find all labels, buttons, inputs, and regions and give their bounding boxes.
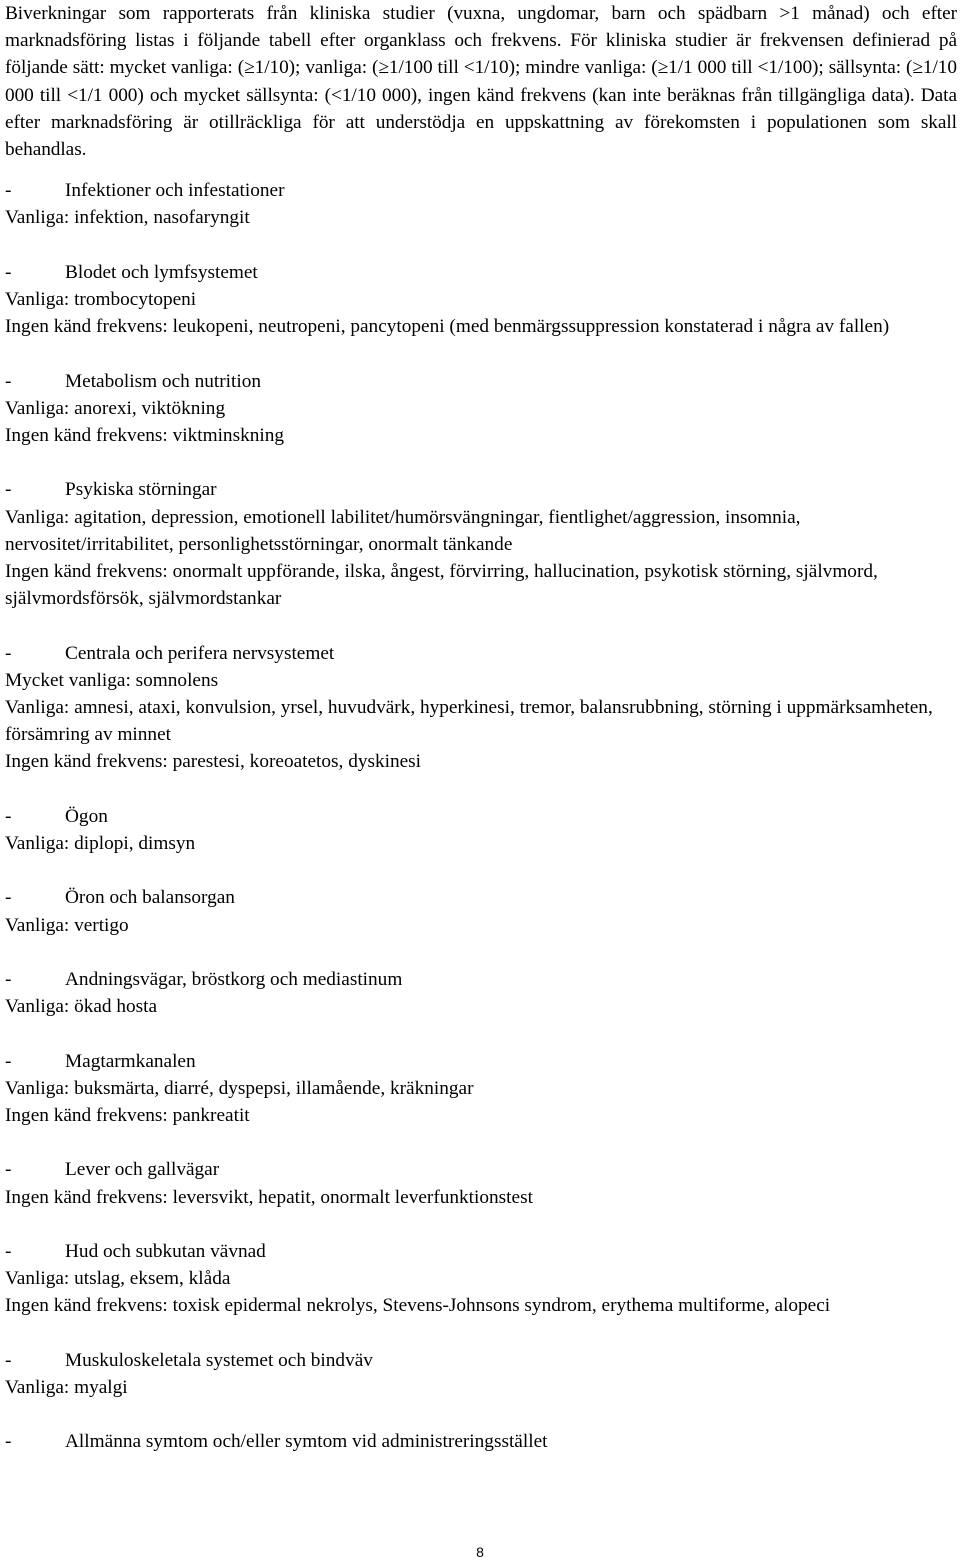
organ-class-heading bbox=[5, 1048, 957, 1075]
organ-class-section bbox=[5, 966, 957, 1020]
organ-class-heading bbox=[5, 803, 957, 830]
organ-class-title: Allmänna symtom och/eller symtom vid administreringsstället bbox=[65, 1431, 548, 1453]
organ-class-heading bbox=[5, 368, 957, 395]
organ-class-title: Centrala och perifera nervsystemet bbox=[65, 642, 335, 664]
frequency-line: Ingen känd frekvens: leversvikt, hepatit, onormalt leverfunktionstest bbox=[5, 1186, 533, 1208]
organ-class-section bbox=[5, 1238, 957, 1320]
frequency-line: Ingen känd frekvens: onormalt uppförande, ilska, ångest, förvirring, hallucination, psykotisk störning, självmord, självmordsförsök, självmordstankar bbox=[5, 561, 878, 610]
frequency-line: Mycket vanliga: somnolens bbox=[5, 669, 219, 691]
organ-class-heading bbox=[5, 177, 957, 204]
organ-class-section bbox=[5, 803, 957, 857]
list-dash: - bbox=[5, 180, 12, 202]
frequency-line: Vanliga: agitation, depression, emotionell labilitet/humörsvängningar, fientlighet/aggression, insomnia, nervositet/irritabilitet, personlighetsstörningar, onormalt tänkande bbox=[5, 506, 801, 555]
frequency-line: Vanliga: ökad hosta bbox=[5, 996, 158, 1018]
organ-class-title: Blodet och lymfsystemet bbox=[65, 261, 258, 283]
organ-class-section bbox=[5, 476, 957, 612]
organ-class-section bbox=[5, 1347, 957, 1401]
list-dash: - bbox=[5, 1159, 12, 1181]
list-dash: - bbox=[5, 261, 12, 283]
organ-class-heading bbox=[5, 884, 957, 911]
organ-class-section bbox=[5, 640, 957, 776]
frequency-line: Vanliga: utslag, eksem, klåda bbox=[5, 1268, 231, 1290]
organ-class-section bbox=[5, 1428, 957, 1455]
frequency-line: Vanliga: myalgi bbox=[5, 1376, 128, 1398]
frequency-line: Vanliga: trombocytopeni bbox=[5, 289, 197, 311]
list-dash: - bbox=[5, 479, 12, 501]
frequency-line: Vanliga: vertigo bbox=[5, 914, 129, 936]
organ-class-title: Metabolism och nutrition bbox=[65, 370, 262, 392]
list-dash: - bbox=[5, 370, 12, 392]
document-body bbox=[5, 0, 957, 1483]
list-dash: - bbox=[5, 805, 12, 827]
frequency-line: Vanliga: diplopi, dimsyn bbox=[5, 833, 196, 855]
list-dash: - bbox=[5, 887, 12, 909]
organ-class-title: Ögon bbox=[65, 805, 108, 827]
organ-class-heading bbox=[5, 966, 957, 993]
organ-class-title: Andningsvägar, bröstkorg och mediastinum bbox=[65, 969, 403, 990]
organ-class-title: Infektioner och infestationer bbox=[65, 180, 285, 202]
organ-class-title: Magtarmkanalen bbox=[65, 1050, 196, 1072]
organ-class-section bbox=[5, 884, 957, 938]
organ-class-heading bbox=[5, 640, 957, 667]
organ-class-title: Öron och balansorgan bbox=[65, 887, 235, 909]
frequency-line: Vanliga: infektion, nasofaryngit bbox=[5, 207, 250, 229]
frequency-line: Ingen känd frekvens: leukopeni, neutropeni, pancytopeni (med benmärgssuppression konstaterad i några av fallen) bbox=[5, 316, 890, 338]
page-number: 8 bbox=[476, 1544, 484, 1560]
list-dash: - bbox=[5, 1050, 12, 1072]
frequency-line: Vanliga: buksmärta, diarré, dyspepsi, illamående, kräkningar bbox=[5, 1077, 474, 1099]
organ-class-heading bbox=[5, 476, 957, 503]
frequency-line: Ingen känd frekvens: pankreatit bbox=[5, 1105, 250, 1126]
organ-class-title: Muskuloskeletala systemet och bindväv bbox=[65, 1349, 373, 1371]
organ-class-heading bbox=[5, 1428, 957, 1455]
organ-class-heading bbox=[5, 1156, 957, 1183]
organ-class-heading bbox=[5, 1347, 957, 1374]
frequency-line: Ingen känd frekvens: parestesi, koreoatetos, dyskinesi bbox=[5, 751, 422, 773]
frequency-line: Ingen känd frekvens: viktminskning bbox=[5, 425, 284, 447]
organ-class-title: Lever och gallvägar bbox=[65, 1159, 220, 1181]
list-dash: - bbox=[5, 642, 12, 664]
frequency-line: Vanliga: anorexi, viktökning bbox=[5, 397, 226, 419]
organ-class-section bbox=[5, 259, 957, 341]
adverse-reactions-list bbox=[5, 177, 957, 1455]
organ-class-section bbox=[5, 177, 957, 231]
organ-class-title: Hud och subkutan vävnad bbox=[65, 1240, 266, 1262]
organ-class-section bbox=[5, 368, 957, 450]
list-dash: - bbox=[5, 1240, 12, 1262]
list-dash: - bbox=[5, 1349, 12, 1371]
intro-paragraph: Biverkningar som rapporterats från kliniska studier (vuxna, ungdomar, barn och spädbarn >1 månad) och efter marknadsföring listas i följande tabell efter organklass och frekvens. För kliniska studier är frekvensen definierad på följande sätt: mycket vanliga: (≥1/10); vanliga: (≥1/100 till <1/10); mindre vanliga: (≥1/1 000 till <1/100); sällsynta: (≥1/10 000 till <1/1 000) och mycket sällsynta: (<1/10 000), ingen känd frekvens (kan inte beräknas från tillgängliga data). Data efter marknadsföring är otillräckliga för att understödja en uppskattning av förekomsten i populationen som skall behandlas. bbox=[5, 3, 957, 161]
list-dash: - bbox=[5, 969, 12, 990]
frequency-line: Vanliga: amnesi, ataxi, konvulsion, yrsel, huvudvärk, hyperkinesi, tremor, balansrubbning, störning i uppmärksamheten, försämring av minnet bbox=[5, 697, 933, 746]
organ-class-section bbox=[5, 1156, 957, 1210]
organ-class-heading bbox=[5, 1238, 957, 1265]
organ-class-section bbox=[5, 1048, 957, 1130]
frequency-line: Ingen känd frekvens: toxisk epidermal nekrolys, Stevens-Johnsons syndrom, erythema multiforme, alopeci bbox=[5, 1295, 831, 1317]
list-dash: - bbox=[5, 1431, 12, 1453]
organ-class-heading bbox=[5, 259, 957, 286]
organ-class-title: Psykiska störningar bbox=[65, 479, 217, 501]
